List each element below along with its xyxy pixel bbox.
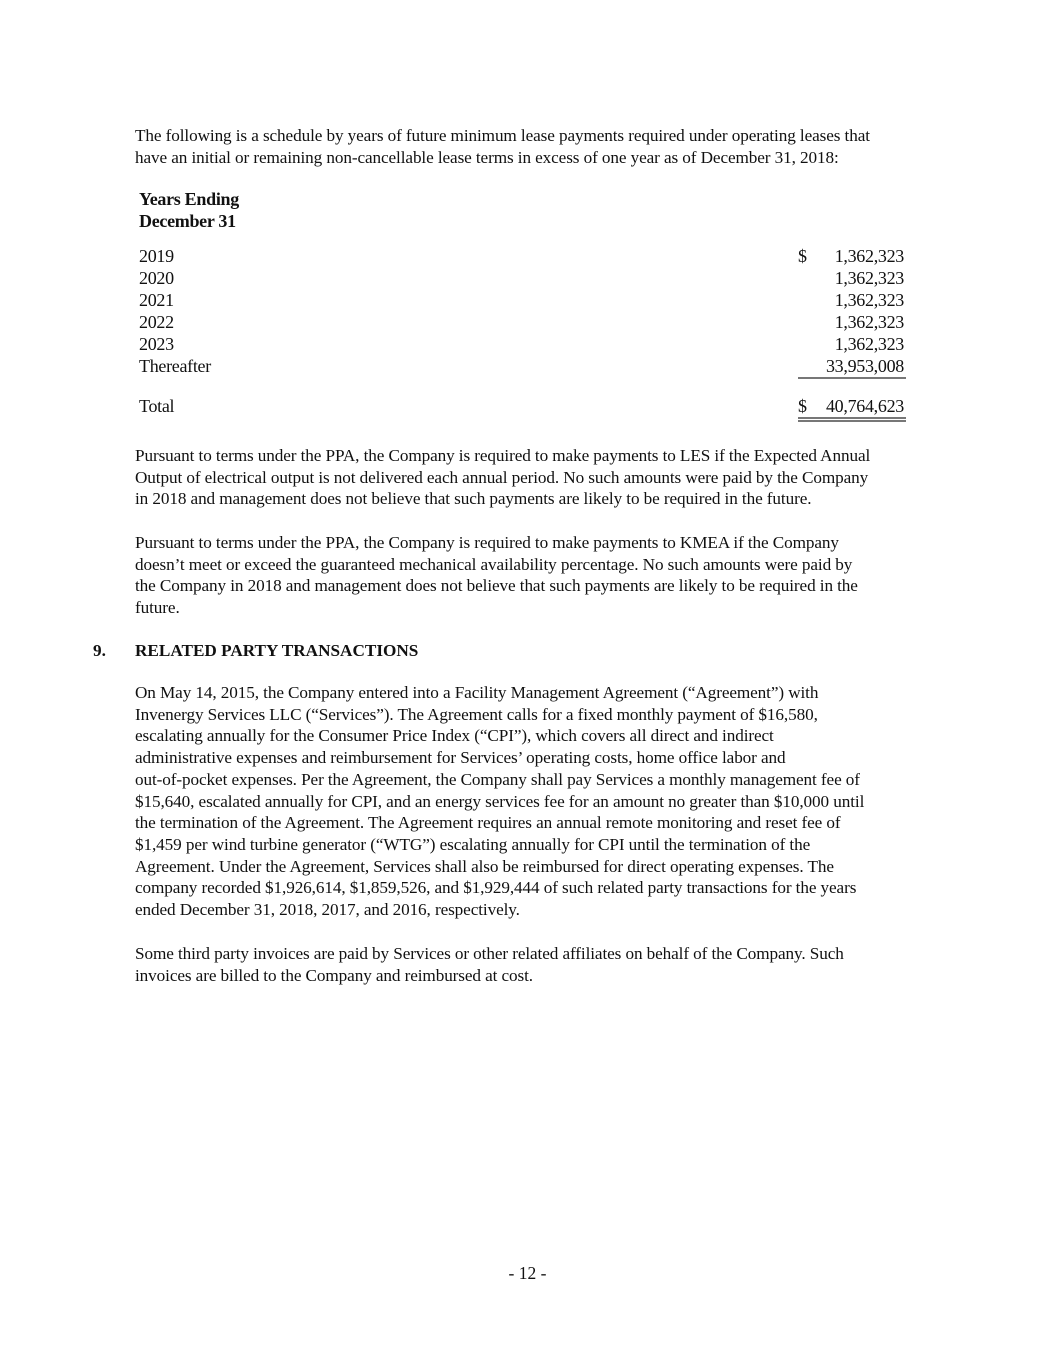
table-row [139,289,906,311]
text-line: invoices are billed to the Company and reimbursed at cost. [135,965,533,985]
row-amount: 1,362,323 [834,246,904,266]
related-party-paragraph [135,682,965,921]
row-amount: 1,362,323 [834,268,904,288]
row-label: 2023 [139,334,174,354]
third-party-invoices-paragraph [135,943,965,986]
total-double-rule-top [798,417,906,419]
text-line: Pursuant to terms under the PPA, the Company is required to make payments to LES if the Expected Annual [135,446,871,465]
header-december-31: December 31 [139,211,236,231]
table-row [139,355,906,377]
ppa-les-paragraph [135,445,965,510]
text-line: $15,640, escalated annually for CPI, and an energy services fee for an amount no greater than $10,000 until [135,791,865,811]
text-line: administrative expenses and reimbursement for Services’ operating costs, home office labor and [135,748,786,768]
text-line: company recorded $1,926,614, $1,859,526, and $1,929,444 of such related party transactions for the years [135,878,857,898]
total-label: Total [139,396,175,416]
row-amount: 33,953,008 [825,356,904,376]
text-line: the termination of the Agreement. The Agreement requires an annual remote monitoring and reset fee of [135,813,841,833]
text-line: Invenergy Services LLC (“Services”). The Agreement calls for a fixed monthly payment of $16,580, [135,704,818,724]
total-amount: 40,764,623 [825,396,904,416]
section-title: RELATED PARTY TRANSACTIONS [135,641,419,660]
text-line: $1,459 per wind turbine generator (“WTG”) escalating annually for CPI until the termination of the [135,834,811,854]
text-line: the Company in 2018 and management does not believe that such payments are likely to be required in the [135,576,858,596]
text-line: have an initial or remaining non-cancellable lease terms in excess of one year as of December 31, 2018: [135,147,839,167]
subtotal-rule [798,377,906,379]
text-line: escalating annually for the Consumer Price Index (“CPI”), which covers all direct and indirect [135,726,774,746]
text-line: future. [135,598,180,618]
table-row [139,311,906,333]
section-number: 9. [93,641,106,660]
table-row [139,333,906,355]
total-double-rule-bottom [798,420,906,422]
text-line: Output of electrical output is not delivered each annual period. No such amounts were paid by the Company [135,467,869,487]
row-label: 2019 [139,246,174,266]
row-label: 2020 [139,268,174,288]
ppa-kmea-paragraph [135,532,965,619]
table-total-row [139,395,906,417]
text-line: On May 14, 2015, the Company entered into a Facility Management Agreement (“Agreement”) with [135,683,819,702]
text-line: in 2018 and management does not believe that such payments are likely to be required in the future. [135,489,812,509]
page-number: - 12 - [508,1263,547,1283]
row-amount: 1,362,323 [834,312,904,332]
table-row [139,245,906,267]
intro-paragraph [135,125,965,168]
row-amount: 1,362,323 [834,334,904,354]
text-line: Some third party invoices are paid by Services or other related affiliates on behalf of the Company. Such [135,944,844,963]
row-label: 2022 [139,312,174,332]
text-line: ended December 31, 2018, 2017, and 2016, respectively. [135,900,520,920]
currency-symbol: $ [798,246,807,266]
header-years-ending: Years Ending [139,189,239,209]
text-line: Agreement. Under the Agreement, Services shall also be reimbursed for direct operating expenses. The [135,856,834,876]
row-label: 2021 [139,290,174,310]
table-row [139,267,906,289]
text-line: The following is a schedule by years of future minimum lease payments required under operating leases that [135,126,870,145]
text-line: Pursuant to terms under the PPA, the Company is required to make payments to KMEA if the Company [135,533,839,552]
text-line: doesn’t meet or exceed the guaranteed mechanical availability percentage. No such amounts were paid by [135,554,853,574]
text-line: out-of-pocket expenses. Per the Agreement, the Company shall pay Services a monthly management fee of [135,769,860,789]
row-amount: 1,362,323 [834,290,904,310]
currency-symbol: $ [798,396,807,416]
row-label: Thereafter [139,356,211,376]
lease-table-header [139,188,239,232]
